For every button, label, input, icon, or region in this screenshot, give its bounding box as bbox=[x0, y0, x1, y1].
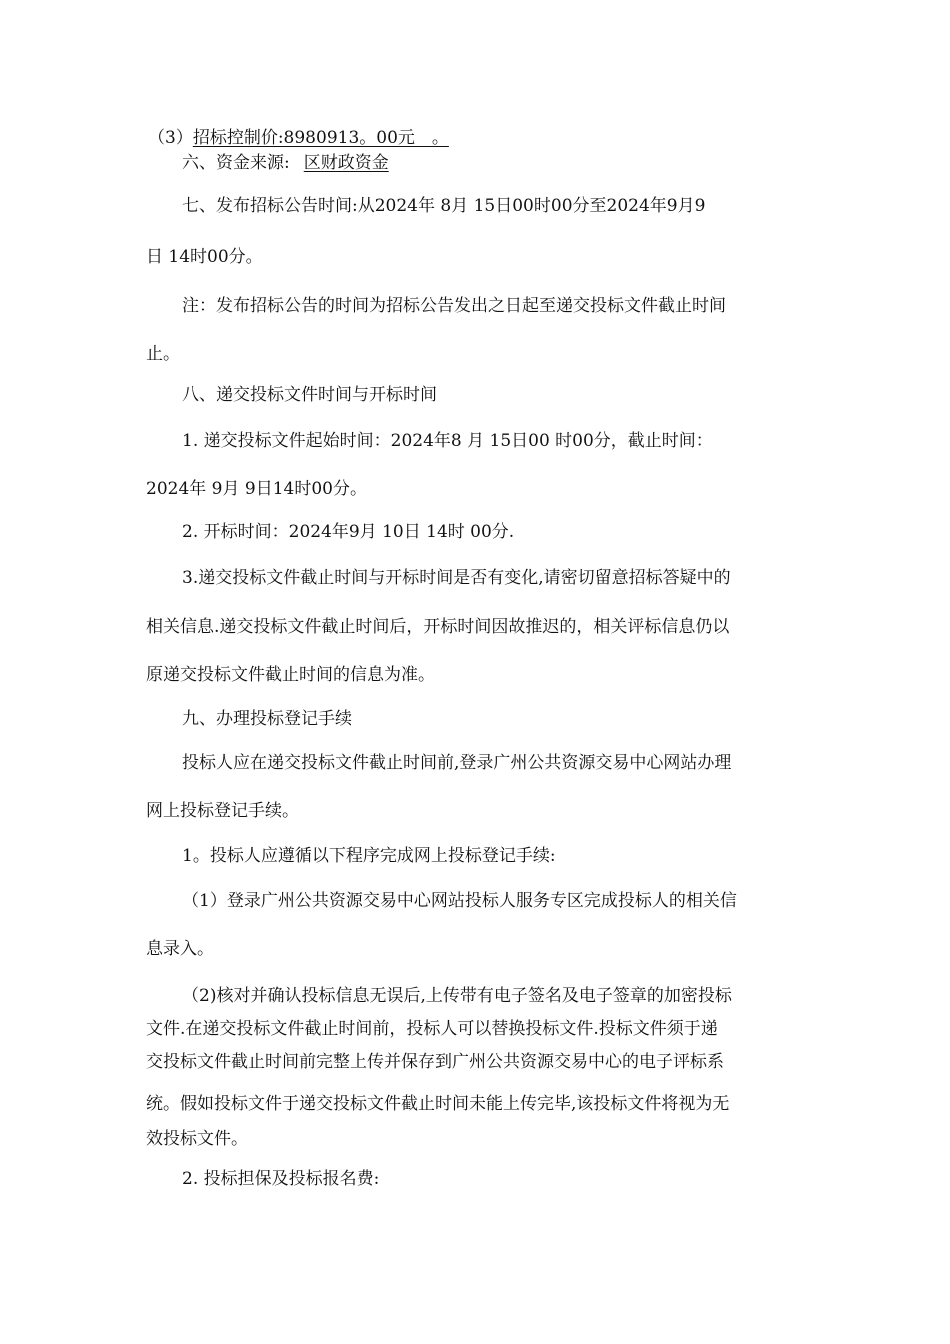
fund-source-line bbox=[182, 152, 389, 174]
section8-title: 八、递交投标文件时间与开标时间 bbox=[182, 385, 437, 405]
register-line-1: 投标人应在递交投标文件截止时间前,登录广州公共资源交易中心网站办理 bbox=[182, 753, 732, 773]
fund-source-value: 区财政资金 bbox=[303, 153, 389, 173]
submit-time-line-1: 1. 递交投标文件起始时间：2024年8 月 15日00 时00分，截止时间： bbox=[182, 431, 713, 451]
section9-title: 九、办理投标登记手续 bbox=[182, 709, 352, 729]
step2-line-5: 效投标文件。 bbox=[146, 1129, 248, 1149]
step1-line-2: 息录入。 bbox=[146, 939, 214, 959]
guarantee-title: 2. 投标担保及投标报名费: bbox=[182, 1169, 380, 1189]
change-line-3: 原递交投标文件截止时间的信息为准。 bbox=[146, 665, 435, 685]
step2-line-2: 文件.在递交投标文件截止时间前，投标人可以替换投标文件.投标文件须于递 bbox=[146, 1019, 718, 1039]
opening-time-line: 2. 开标时间：2024年9月 10日 14时 00分. bbox=[182, 522, 515, 542]
procedure-title: 1。投标人应遵循以下程序完成网上投标登记手续: bbox=[182, 846, 556, 866]
announce-time-line-1: 七、发布招标公告时间:从2024年 8月 15日00时00分至2024年9月9 bbox=[182, 196, 706, 216]
control-price-line bbox=[148, 127, 449, 149]
note-line-2: 止。 bbox=[146, 344, 180, 364]
note-line-1: 注：发布招标公告的时间为招标公告发出之日起至递交投标文件截止时间 bbox=[182, 296, 726, 316]
step2-line-1: （2)核对并确认投标信息无误后,上传带有电子签名及电子签章的加密投标 bbox=[182, 986, 732, 1006]
change-line-1: 3.递交投标文件截止时间与开标时间是否有变化,请密切留意招标答疑中的 bbox=[182, 568, 731, 588]
control-price-value: 招标控制价:8980913。00元 。 bbox=[192, 128, 449, 148]
submit-time-line-2: 2024年 9月 9日14时00分。 bbox=[146, 479, 367, 499]
step2-line-3: 交投标文件截止时间前完整上传并保存到广州公共资源交易中心的电子评标系 bbox=[146, 1052, 724, 1072]
register-line-2: 网上投标登记手续。 bbox=[146, 801, 299, 821]
step2-line-4: 统。假如投标文件于递交投标文件截止时间未能上传完毕,该投标文件将视为无 bbox=[146, 1094, 730, 1114]
change-line-2: 相关信息.递交投标文件截止时间后，开标时间因故推迟的，相关评标信息仍以 bbox=[146, 617, 730, 637]
announce-time-line-2: 日 14时00分。 bbox=[146, 247, 263, 267]
fund-source-label: 六、资金来源: bbox=[182, 153, 290, 173]
step1-line-1: （1）登录广州公共资源交易中心网站投标人服务专区完成投标人的相关信 bbox=[182, 891, 737, 911]
control-price-prefix: （3） bbox=[148, 128, 193, 148]
